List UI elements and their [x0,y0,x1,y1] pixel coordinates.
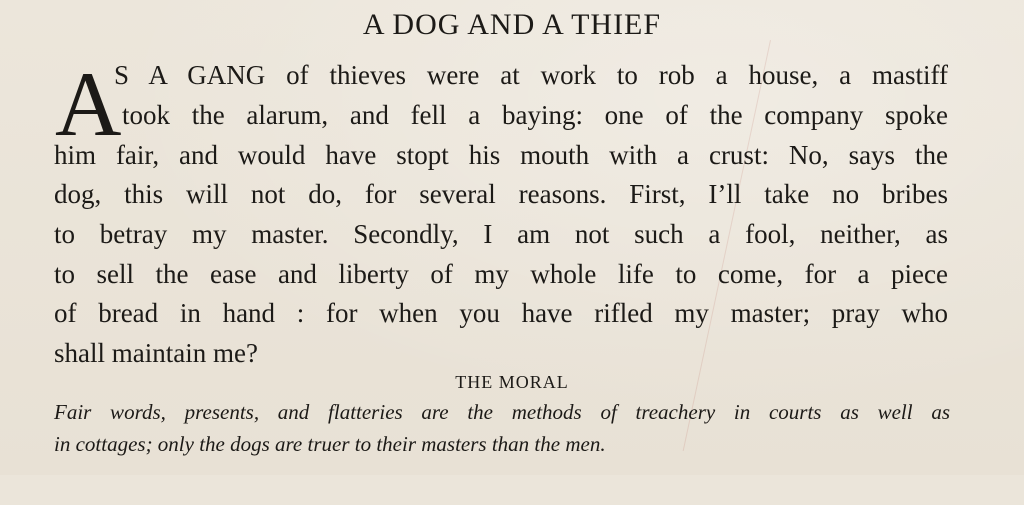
moral-line: Fair words, presents, and flatteries are the methods of treachery in courts as well as [54,400,950,424]
body-line: S A GANG of thieves were at work to rob a house, a mastiff [114,60,948,90]
body-line: dog, this will not do, for several reasons. First, I’ll take no bribes [54,179,948,209]
body-line: to betray my master. Secondly, I am not such a fool, neither, as [54,219,948,249]
body-line: him fair, and would have stopt his mouth with a crust: No, says the [54,140,948,170]
drop-cap: A [55,53,122,155]
fable-title: A DOG AND A THIEF [362,8,662,41]
body-line: to sell the ease and liberty of my whole life to come, for a piece [54,259,948,289]
body-line: of bread in hand : for when you have rifled my master; pray who [54,298,948,328]
body-line: shall maintain me? [54,338,258,368]
moral-heading: THE MORAL [455,372,569,392]
body-line: took the alarum, and fell a baying: one of the company spoke [122,100,948,130]
moral-line: in cottages; only the dogs are truer to their masters than the men. [54,432,606,456]
